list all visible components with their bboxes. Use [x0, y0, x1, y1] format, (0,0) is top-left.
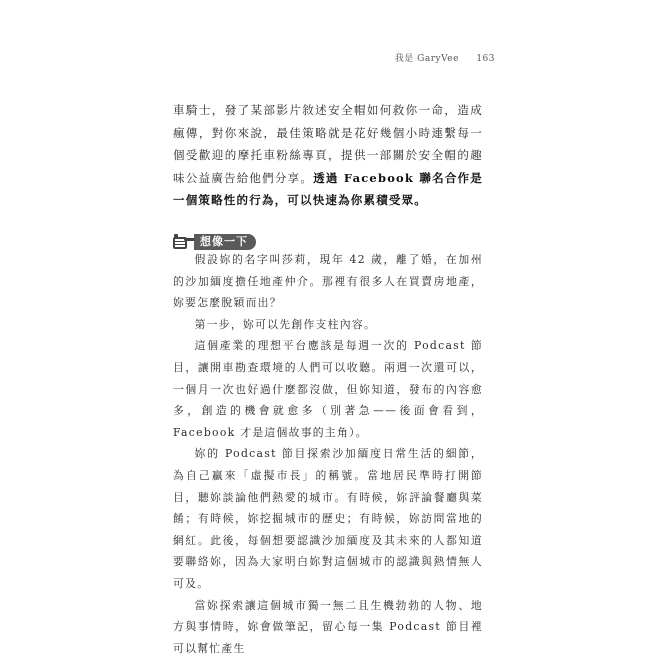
intro-bold-text: 透過 Facebook 聯名合作是一個策略性的行為，可以快速為你累積受眾。	[173, 171, 483, 208]
imagine-label: 想像一下	[194, 234, 256, 250]
paragraph-2: 第一步，妳可以先創作支柱內容。	[173, 314, 483, 336]
page-number: 163	[476, 54, 495, 64]
paragraph-1: 假設妳的名字叫莎莉，現年 42 歲，離了婚，在加州的沙加緬度擔任地產仲介。那裡有很多人在買賣房地產，妳要怎麼脫穎而出？	[173, 249, 483, 314]
intro-paragraph	[173, 99, 483, 212]
intro-normal-text: 車騎士，發了某部影片敘述安全帽如何救你一命，造成瘋傳，對你來說，最佳策略就是花好幾個小時連繫每一個受歡迎的摩托車粉絲專頁，提供一部關於安全帽的趣味公益廣告給他們分享。	[173, 103, 483, 185]
running-title: 我是 GaryVee	[395, 54, 459, 64]
paragraph-3: 這個產業的理想平台應該是每週一次的 Podcast 節目，讓開車勘查環境的人們可以收聽。兩週一次還可以，一個月一次也好過什麼都沒做，但妳知道，發布的內容愈多，創造的機會就愈多（別著急——後面會看到，Facebook 才是這個故事的主角）。	[173, 335, 483, 443]
body-text	[173, 249, 483, 659]
paragraph-4: 妳的 Podcast 節目探索沙加緬度日常生活的細節，為自己贏來「虛擬市長」的稱號。當地居民準時打開節目，聽妳談論他們熱愛的城市。有時候，妳評論餐廳與菜餚；有時候，妳挖掘城市的歷史；有時候，妳訪問當地的網紅。此後，每個想要認識沙加緬度及其未來的人都知道要聯絡妳，因為大家明白妳對這個城市的認識與熱情無人可及。	[173, 443, 483, 594]
paragraph-5: 當妳探索讓這個城市獨一無二且生機勃勃的人物、地方與事情時，妳會做筆記，留心每一集 Podcast 節目裡可以幫忙產生	[173, 595, 483, 659]
running-header	[395, 51, 495, 64]
